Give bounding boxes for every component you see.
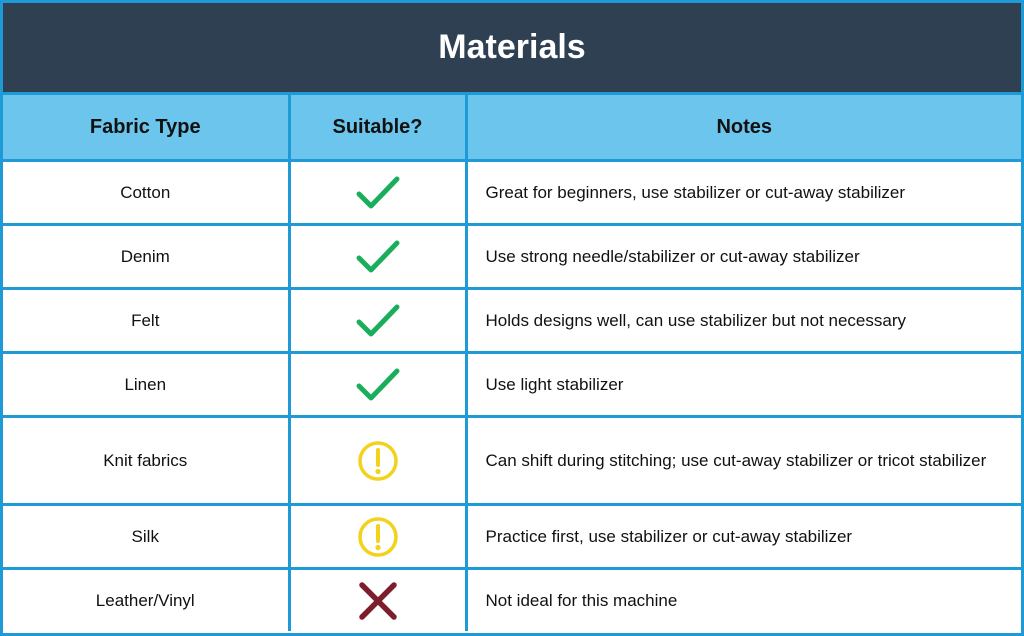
caution-icon (357, 516, 399, 558)
caution-icon (357, 440, 399, 482)
page-title: Materials (3, 3, 1021, 95)
table-row (3, 569, 1021, 632)
fabric-cell: Silk (3, 505, 289, 569)
fabric-cell: Leather/Vinyl (3, 569, 289, 632)
notes-cell: Holds designs well, can use stabilizer but not necessary (466, 289, 1021, 353)
fabric-cell: Denim (3, 225, 289, 289)
notes-cell: Use light stabilizer (466, 353, 1021, 417)
materials-table (3, 95, 1021, 631)
notes-cell: Great for beginners, use stabilizer or cut-away stabilizer (466, 161, 1021, 225)
table-header-row (3, 95, 1021, 161)
suitable-cell (289, 569, 466, 632)
fabric-cell: Knit fabrics (3, 417, 289, 505)
check-icon (356, 175, 400, 211)
table-row (3, 505, 1021, 569)
notes-cell: Practice first, use stabilizer or cut-away stabilizer (466, 505, 1021, 569)
fabric-cell: Linen (3, 353, 289, 417)
header-suitable: Suitable? (289, 95, 466, 161)
check-icon (356, 367, 400, 403)
suitable-cell (289, 505, 466, 569)
fabric-cell: Felt (3, 289, 289, 353)
header-fabric-type: Fabric Type (3, 95, 289, 161)
table-row (3, 353, 1021, 417)
check-icon (356, 239, 400, 275)
suitable-cell (289, 417, 466, 505)
notes-cell: Use strong needle/stabilizer or cut-away stabilizer (466, 225, 1021, 289)
table-row (3, 289, 1021, 353)
suitable-cell (289, 289, 466, 353)
table-row (3, 161, 1021, 225)
table-row (3, 417, 1021, 505)
suitable-cell (289, 353, 466, 417)
notes-cell: Can shift during stitching; use cut-away stabilizer or tricot stabilizer (466, 417, 1021, 505)
suitable-cell (289, 225, 466, 289)
cross-icon (358, 581, 398, 621)
notes-cell: Not ideal for this machine (466, 569, 1021, 632)
suitable-cell (289, 161, 466, 225)
fabric-cell: Cotton (3, 161, 289, 225)
check-icon (356, 303, 400, 339)
table-row (3, 225, 1021, 289)
header-notes: Notes (466, 95, 1021, 161)
